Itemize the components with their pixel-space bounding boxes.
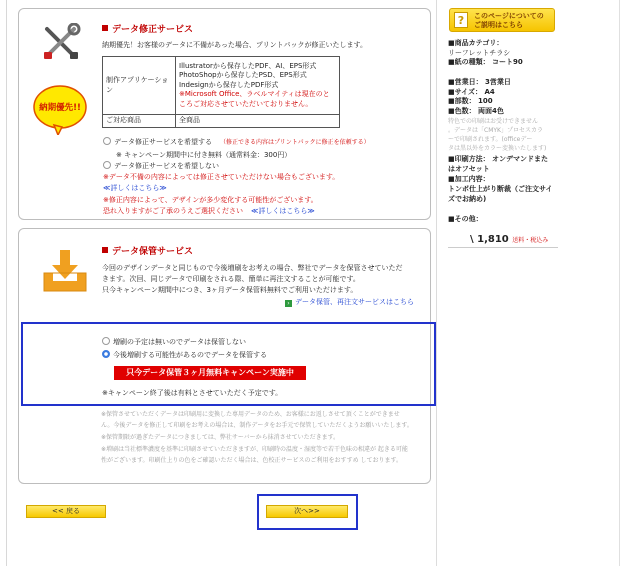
data-edit-title: データ修正サービス bbox=[102, 22, 193, 35]
storage-fine-print-5: 性がございます。印刷仕上りの色をご確認いただく場合は、色校正サービスのご利用をおすすめ しております。 bbox=[101, 457, 403, 464]
summary-color-note-3: ーで印刷されます。(officeデー bbox=[448, 136, 533, 143]
summary-business-days: ■営業日： 3営業日 bbox=[448, 78, 511, 86]
storage-option-no[interactable]: 増刷の予定は無いのでデータは保管しない bbox=[102, 337, 246, 348]
download-icon bbox=[41, 247, 89, 295]
summary-processing-value-cont: ズでお納め) bbox=[448, 195, 487, 203]
storage-option-highlight bbox=[21, 322, 436, 406]
summary-processing: ■加工内容： bbox=[448, 175, 490, 183]
edit-option-want[interactable]: データ修正サービスを希望する （修正できる内容はプリントパックに修正を依頼する） bbox=[103, 137, 370, 148]
back-button[interactable]: << 戻る bbox=[26, 505, 106, 518]
data-storage-title: データ保管サービス bbox=[102, 244, 193, 257]
summary-category-label: ■商品カテゴリ： bbox=[448, 39, 504, 47]
summary-paper: ■紙の種類： コート90 bbox=[448, 58, 523, 66]
summary-colors: ■色数： 両面4色 bbox=[448, 107, 504, 115]
data-edit-spec-table bbox=[102, 56, 340, 128]
summary-print-method-cont: はオフセット bbox=[448, 165, 490, 173]
storage-fine-print-1: ※保管させていただくデータは印刷用に変換した専用データのため、お客様にお返しさせて頂くことができませ bbox=[101, 411, 400, 418]
edit-warning-1: ※データ不備の内容によっては修正させていただけない場合もございます。 bbox=[103, 173, 340, 181]
price-divider bbox=[448, 247, 558, 248]
spec-value-application: Illustratorから保存したPDF、AI、EPS形式 PhotoShopから保存したPSD、EPS形式 Indesignから保存したPDF形式 ※Microsoft Office、ラベルマイティは現在のと ころご対応させていただいておりません。 bbox=[176, 57, 340, 115]
storage-option-yes[interactable]: 今後増刷する可能性があるのでデータを保管する bbox=[102, 350, 267, 361]
data-edit-intro: 納期優先！お客様のデータに不備があった場合、プリントパックが修正いたします。 bbox=[102, 41, 367, 49]
summary-color-note-2: 。データは「CMYK」プロセスカラ bbox=[448, 127, 543, 134]
storage-desc-1: 今回のデザインデータと同じもので今後増刷をお考えの場合、弊社でデータを保管させていただ bbox=[102, 264, 403, 272]
storage-campaign-banner: 只今データ保管３ヶ月無料キャンペーン実施中 bbox=[114, 366, 306, 380]
page-help-button[interactable] bbox=[449, 8, 555, 32]
summary-size: ■サイズ： A4 bbox=[448, 88, 495, 96]
storage-fine-print-3: ※保管期限が過ぎたデータにつきましては、弊社サーバーから抹消させていただきます。 bbox=[101, 434, 340, 441]
arrow-right-icon: › bbox=[285, 300, 292, 307]
next-button-highlight bbox=[257, 494, 358, 530]
summary-other: ■その他： bbox=[448, 215, 483, 223]
summary-color-note-1: 特色での印刷はお受けできません bbox=[448, 118, 539, 125]
next-button[interactable]: 次へ>> bbox=[266, 505, 348, 518]
storage-desc-2: きます。次回、同じデータで印刷をされる際、簡単に再注文することが可能です。 bbox=[102, 275, 360, 283]
spec-label-application: 制作アプリケーション bbox=[103, 57, 176, 115]
total-price: \ 1,810 送料・税込み bbox=[470, 234, 549, 245]
edit-detail-link-1-wrap bbox=[103, 183, 167, 194]
summary-color-note-4: タは黒以外をカラー変換いたします) bbox=[448, 145, 547, 152]
storage-link-wrap bbox=[285, 297, 414, 308]
summary-print-method: ■印刷方法： オンデマンドまた bbox=[448, 155, 549, 163]
edit-no-radio[interactable] bbox=[103, 161, 111, 169]
spec-label-products: ご対応商品 bbox=[103, 115, 176, 128]
tools-icon bbox=[41, 23, 81, 61]
edit-warning-3-wrap: 恐れ入りますがご了承のうえご選択ください ≪詳しくはこちら≫ bbox=[103, 207, 315, 215]
edit-want-radio[interactable] bbox=[103, 137, 111, 145]
help-label: このページについての ご説明はこちら bbox=[474, 12, 544, 29]
storage-desc-3: 只今キャンペーン期間中につき、3ヶ月データ保管料無料でご利用いただけます。 bbox=[102, 286, 358, 294]
storage-after-note: ※キャンペーン終了後は有料とさせていただく予定です。 bbox=[102, 389, 283, 397]
summary-quantity: ■部数： 100 bbox=[448, 97, 493, 105]
storage-reorder-link[interactable]: データ保管、再注文サービスはこちら bbox=[295, 298, 414, 306]
summary-category-value: リーフレットチラシ bbox=[448, 49, 511, 57]
edit-warning-2: ※修正内容によって、デザインが多少変化する可能性がございます。 bbox=[103, 196, 318, 204]
data-edit-service-panel bbox=[18, 8, 431, 220]
rush-delivery-badge bbox=[32, 83, 88, 135]
edit-detail-link-1[interactable]: ≪詳しくはこちら≫ bbox=[103, 184, 167, 192]
edit-detail-link-2[interactable]: ≪詳しくはこちら≫ bbox=[251, 207, 315, 215]
help-icon: ? bbox=[454, 12, 468, 28]
summary-processing-value: トンボ仕上がり断裁（ご注文サイ bbox=[448, 185, 553, 193]
edit-option-no[interactable]: データ修正サービスを希望しない bbox=[103, 161, 219, 172]
storage-fine-print-2: ん。今後データを修正して印刷をお考えの場合は、制作データをお手元で保管していただくようお願いいたします。 bbox=[101, 422, 413, 429]
storage-fine-print-4: ※増刷は当社標準濃度を基準に印刷させていただきますが、印刷時の温度・湿度等で若干色味の相違が 起きる可能 bbox=[101, 446, 408, 453]
edit-campaign-note: ※ キャンペーン期間中に付き無料（通常料金：300円） bbox=[116, 151, 292, 159]
spec-value-products: 全商品 bbox=[176, 115, 340, 128]
svg-text:納期優先!!: 納期優先!! bbox=[39, 103, 81, 113]
